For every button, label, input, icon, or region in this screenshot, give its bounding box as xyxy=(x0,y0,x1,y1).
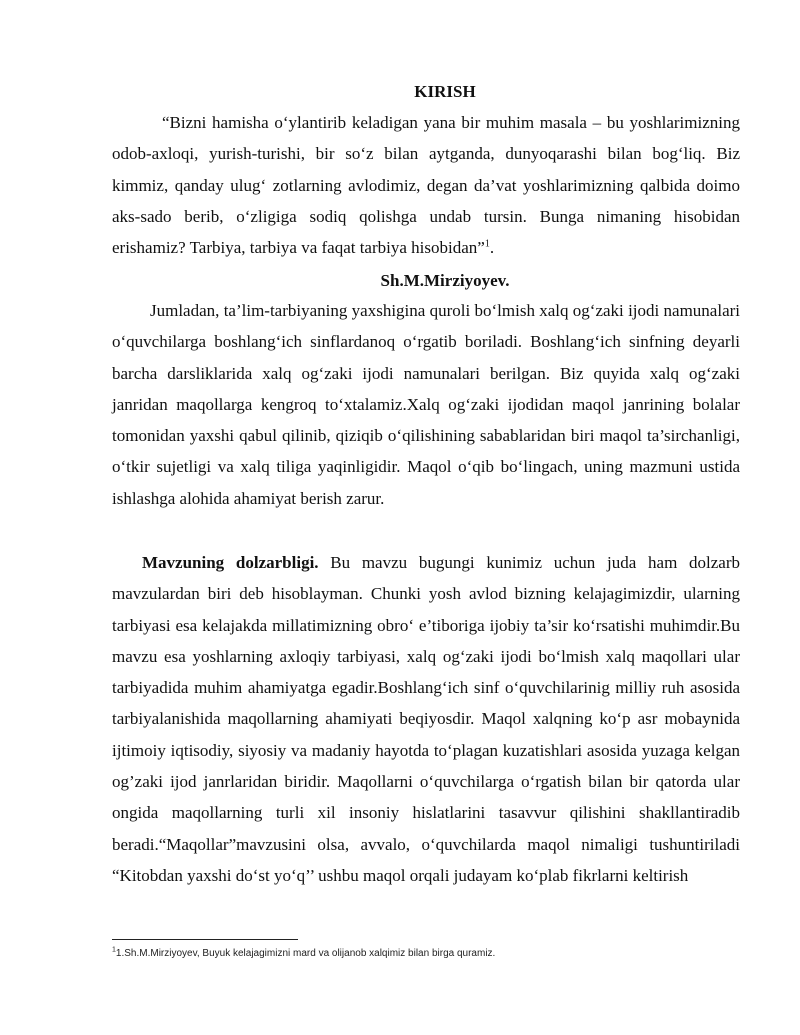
epigraph-quote xyxy=(112,107,740,263)
epigraph-text: “Bizni hamisha o‘ylantirib keladigan yana bir muhim masala – bu yoshlarimizning odob-axloqi, yurish-turishi, bir so‘z bilan aytganda, dunyoqarashi bilan bog‘liq. Biz kimmiz, qanday ulug‘ zotlarning avlodimiz, degan da’vat yoshlarimizning qalbida doimo aks-sado berib, o‘zligiga sodiq qolishga undab tursin. Bunga nimaning hisobidan erishamiz? Tarbiya, tarbiya va faqat tarbiya hisobidan” xyxy=(112,113,740,258)
paragraph-relevance xyxy=(112,547,740,891)
footnote-mark: 1 xyxy=(112,946,116,954)
footnote-text: 1.Sh.M.Mirziyoyev, Buyuk kelajagimizni mard va olijanob xalqimiz bilan birga quramiz. xyxy=(115,948,496,959)
footnote xyxy=(112,947,752,961)
epigraph-author xyxy=(0,265,800,296)
epigraph-end: . xyxy=(489,238,495,258)
paragraph-relevance-heading: Mavzuning dolzarbligi. xyxy=(142,553,319,572)
page-title xyxy=(0,80,800,104)
footnote-separator xyxy=(112,939,298,940)
footnote-reference[interactable]: 1 xyxy=(484,238,490,250)
paragraph-intro: Jumladan, ta’lim-tarbiyaning yaxshigina quroli bo‘lmish xalq og‘zaki ijodi namunalari o‘quvchilarga boshlang‘ich sinflardanoq o‘rgatib boriladi. Boshlang‘ich sinfning deyarli barcha darsliklarida xalq og‘zaki ijodi namunalari berilgan. Biz quyida xalq og‘zaki janridan maqollarga kengroq to‘xtalamiz.Xalq og‘zaki ijodidan maqol janrining bolalar tomonidan yaxshi qabul qilinib, qiziqib o‘qilishining sabablaridan biri maqol ta’sirchanligi, o‘tkir sujetligi va xalq tiliga yaqinligidir. Maqol o‘qib bo‘lingach, uning mazmuni ustida ishlashga alohida ahamiyat berish zarur. xyxy=(112,301,740,508)
epigraph-author-text: Sh.M.Mirziyoyev. xyxy=(380,271,510,290)
page-title-text: KIRISH xyxy=(414,82,476,101)
paragraph-relevance-text: Bu mavzu bugungi kunimiz uchun juda ham dolzarb mavzulardan biri deb hisoblayman. Chunki yosh avlod bizning kelajagimizdir, ularning tarbiyasi esa kelajakda millatimizning obro‘ e’tiboriga ijobiy ta’sir ko‘rsatishi muhimdir.Bu mavzu esa yoshlarning axloqiy tarbiyasi, xalq og‘zaki ijodi bo‘lmish xalq maqollari ular tarbiyadida muhim ahamiyatga egadir.Boshlang‘ich sinf o‘quvchilarinig milliy ruh asosida tarbiyalanishida maqollarning ahamiyati beqiyosdir. Maqol xalqning ko‘p asr mobaynida ijtimoiy iqtisodiy, siyosiy va madaniy hayotda to‘plagan kuzatishlari asosida yuzaga kelgan og’zaki ijod janrlaridan biridir. Maqollarni o‘quvchilarga o‘rgatish bilan bir qatorda ular ongida maqollarning turli xil insoniy hislatlarini tasavvur qilishini shakllantiradib beradi.“Maqollar”mavzusini olsa, avvalo, o‘quvchilarda maqol nimaligi tushuntiriladi “Kitobdan yaxshi do‘st yo‘q’’ ushbu maqol orqali judayam ko‘plab fikrlarni keltirish xyxy=(112,553,740,885)
